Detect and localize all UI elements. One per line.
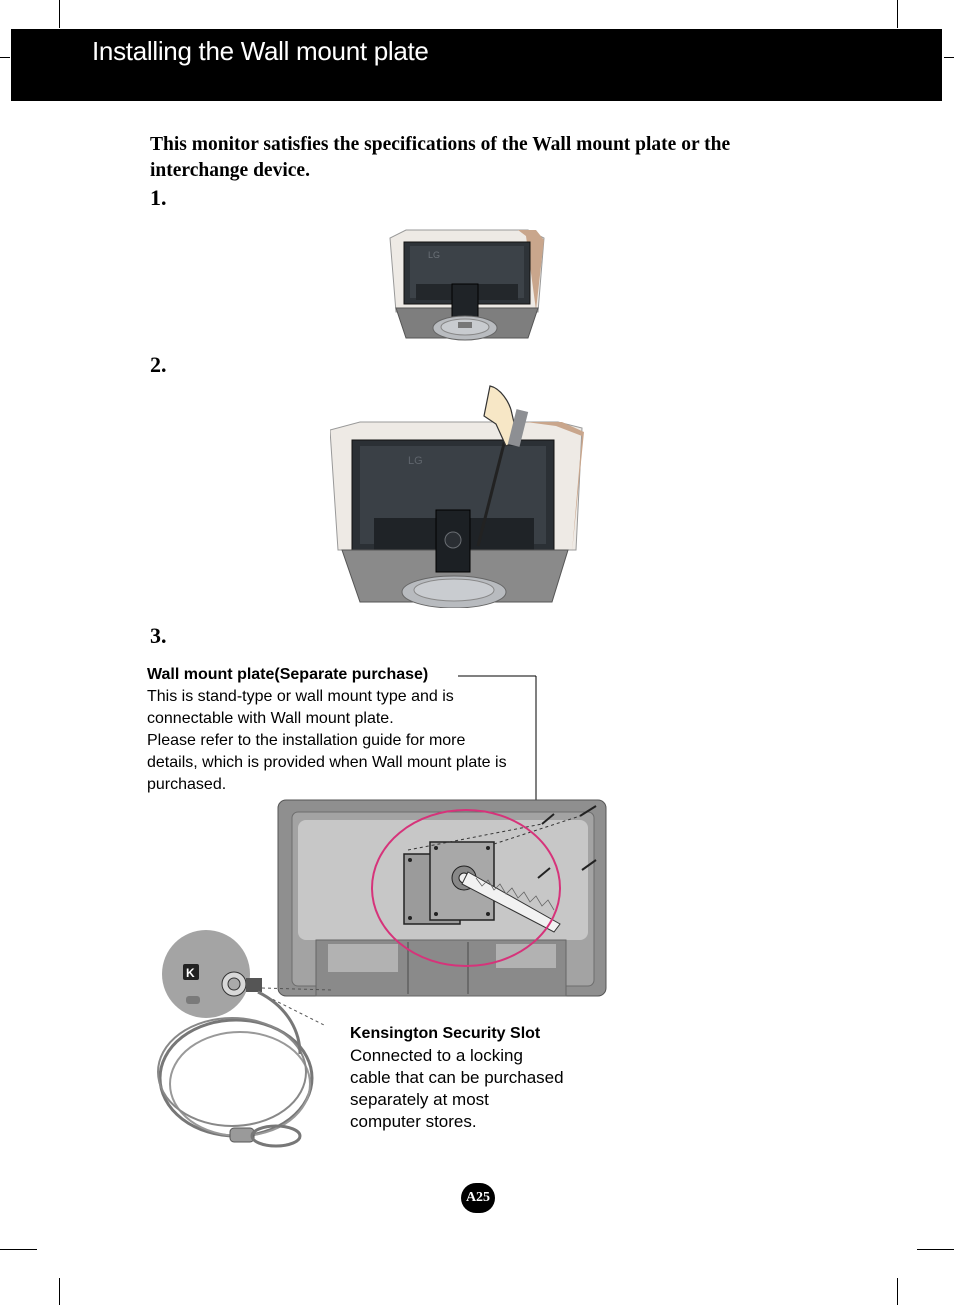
wall-mount-line: Please refer to the installation guide for more <box>147 732 466 749</box>
kensington-line: Connected to a locking <box>350 1046 523 1065</box>
kensington-callout <box>350 1023 610 1133</box>
wall-mount-heading: Wall mount plate(Separate purchase) <box>147 666 429 683</box>
step-number-3: 3. <box>150 623 167 648</box>
page-number: A25 <box>461 1183 495 1213</box>
wall-mount-callout <box>147 664 547 796</box>
kensington-heading: Kensington Security Slot <box>350 1025 541 1042</box>
crop-mark <box>0 57 10 58</box>
crop-mark <box>944 57 954 58</box>
figure-brand-mark-2: LG <box>408 455 423 467</box>
crop-mark <box>917 1249 954 1250</box>
figure-lock-mark: K <box>186 966 195 980</box>
page-title: Installing the Wall mount plate <box>92 36 429 66</box>
crop-mark <box>59 0 60 28</box>
step-number-2: 2. <box>150 352 167 377</box>
kensington-line: cable that can be purchased <box>350 1068 564 1087</box>
figure-brand-mark-1: LG <box>428 250 441 260</box>
step-number-1: 1. <box>150 185 167 210</box>
intro-text: This monitor satisfies the specifications of the Wall mount plate or the interchange device. <box>150 134 731 181</box>
wall-mount-line: This is stand-type or wall mount type and is <box>147 688 454 705</box>
crop-mark <box>897 1278 898 1305</box>
crop-mark <box>59 1278 60 1305</box>
wall-mount-line: details, which is provided when Wall mount plate is <box>147 754 507 771</box>
wall-mount-line: purchased. <box>147 776 227 793</box>
wall-mount-line: connectable with Wall mount plate. <box>147 710 394 727</box>
kensington-line: computer stores. <box>350 1112 477 1131</box>
figure-monitor-face-down <box>388 228 548 344</box>
kensington-line: separately at most <box>350 1090 489 1109</box>
crop-mark <box>0 1249 37 1250</box>
figure-remove-screw <box>330 380 586 608</box>
crop-mark <box>897 0 898 28</box>
